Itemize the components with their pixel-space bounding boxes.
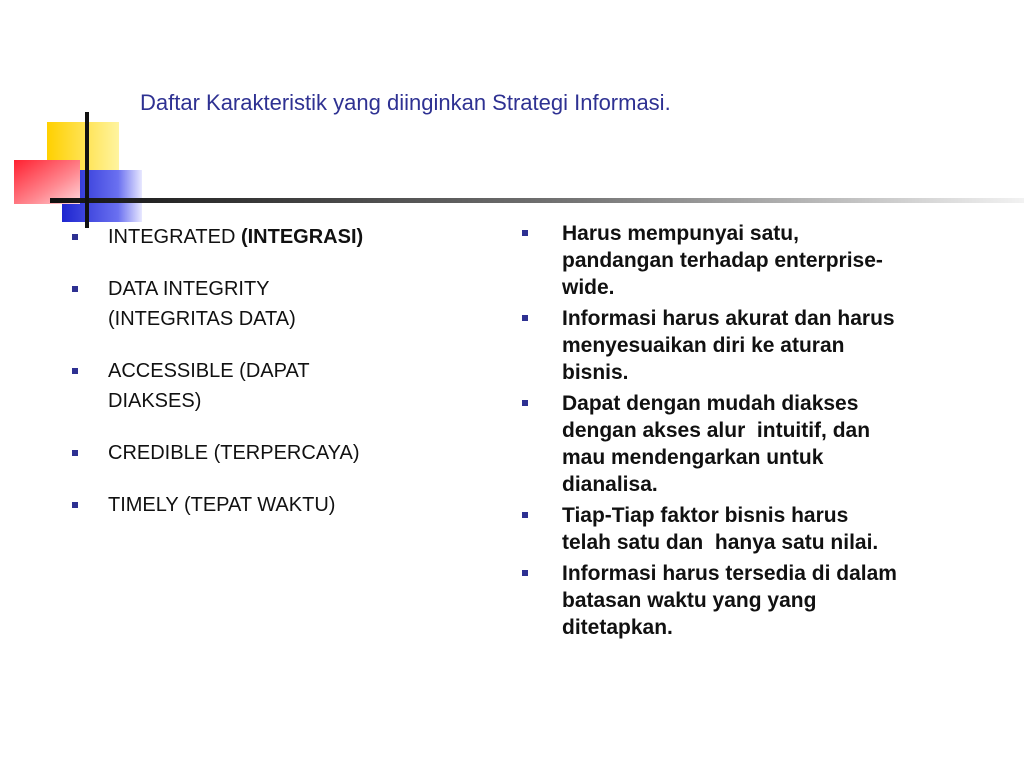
square-bullet-icon — [72, 502, 78, 508]
slide-decoration — [0, 0, 1024, 240]
left-column-list — [72, 222, 472, 542]
list-item — [72, 438, 472, 468]
square-bullet-icon — [72, 234, 78, 240]
square-bullet-icon — [72, 450, 78, 456]
vertical-rule — [85, 112, 89, 228]
list-item — [522, 502, 982, 556]
square-bullet-icon — [522, 512, 528, 518]
list-item — [72, 490, 472, 520]
square-bullet-icon — [72, 286, 78, 292]
list-item — [72, 222, 472, 252]
list-item-text: INTEGRATED — [108, 226, 241, 248]
list-item-text: ACCESSIBLE (DAPAT DIAKSES) — [108, 360, 310, 412]
list-item-text: Dapat dengan mudah diakses dengan akses alur intuitif, dan mau mendengarkan untuk dianalisa. — [562, 392, 871, 496]
list-item-text: Informasi harus tersedia di dalam batasan waktu yang yang ditetapkan. — [562, 562, 897, 639]
list-item-text: DATA INTEGRITY (INTEGRITAS DATA) — [108, 278, 296, 330]
list-item-bold-text: (INTEGRASI) — [240, 226, 364, 248]
horizontal-rule — [50, 198, 1024, 203]
slide-title: Daftar Karakteristik yang diinginkan Strategi Informasi. — [140, 90, 671, 115]
list-item-text: Tiap-Tiap faktor bisnis harus telah satu dan hanya satu nilai. — [562, 504, 879, 554]
list-item — [522, 220, 982, 301]
list-item — [72, 356, 472, 416]
square-bullet-icon — [522, 570, 528, 576]
list-item-text: CREDIBLE (TERPERCAYA) — [108, 442, 360, 464]
list-item-text: Informasi harus akurat dan harus menyesuaikan diri ke aturan bisnis. — [562, 307, 895, 384]
square-bullet-icon — [522, 230, 528, 236]
list-item — [522, 390, 982, 498]
square-bullet-icon — [522, 315, 528, 321]
list-item — [72, 274, 472, 334]
square-bullet-icon — [522, 400, 528, 406]
list-item — [522, 560, 982, 641]
list-item-text: Harus mempunyai satu, pandangan terhadap enterprise- wide. — [562, 222, 883, 299]
list-item — [522, 305, 982, 386]
square-bullet-icon — [72, 368, 78, 374]
list-item-text: TIMELY (TEPAT WAKTU) — [108, 494, 336, 516]
right-column-list — [522, 220, 982, 645]
red-square — [14, 160, 80, 204]
